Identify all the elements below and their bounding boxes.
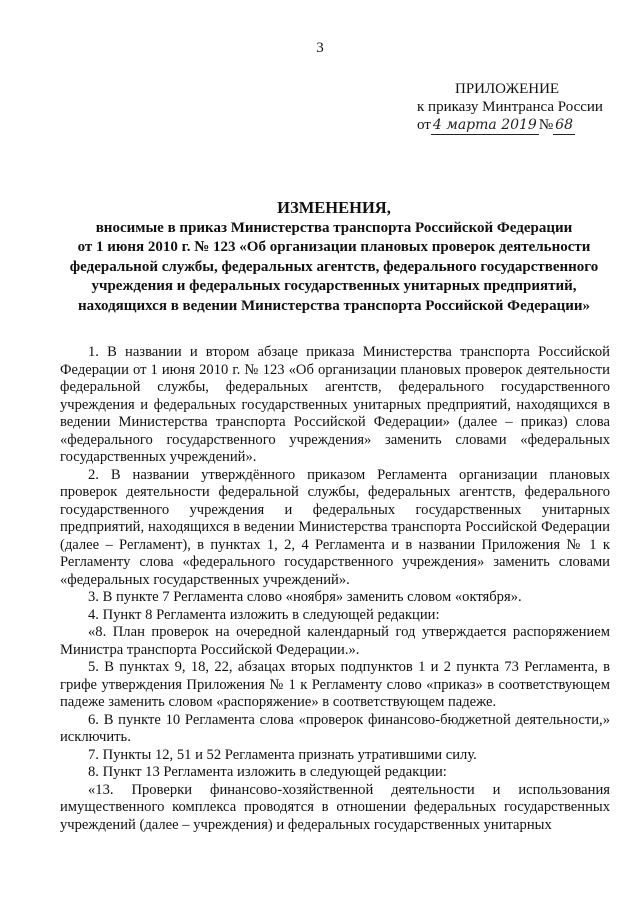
- annex-block: [404, 80, 614, 135]
- page-number: 3: [316, 40, 324, 56]
- order-no-handwritten: 68: [555, 117, 573, 133]
- paragraph: 6. В пункте 10 Регламента слова «проверок финансово-бюджетной деятельности,» исключить.: [60, 711, 610, 745]
- document-heading: [60, 198, 608, 316]
- paragraph: 5. В пунктах 9, 18, 22, абзацах вторых подпунктов 1 и 2 пункта 73 Регламента, в грифе утверждения Приложения № 1 к Регламенту слово «приказ» в соответствующем падеже заменить словом «распоряжение» в соответствующем падеже.: [60, 659, 610, 710]
- paragraph: «13. Проверки финансово-хозяйственной деятельности и использования имущественного комплекса проводятся в отношении федеральных государственных учреждений (далее – учреждения) и федеральных государственных унитарных: [60, 781, 610, 833]
- paragraph: 8. Пункт 13 Регламента изложить в следующей редакции:: [88, 764, 447, 780]
- heading-line: вносимые в приказ Министерства транспорта Российской Федерации: [95, 219, 573, 236]
- paragraph: «8. План проверок на очередной календарный год утверждается распоряжением Министра транспорта Российской Федерации.».: [60, 624, 610, 658]
- annex-title: ПРИЛОЖЕНИЕ: [455, 81, 560, 97]
- heading-line: учреждения и федеральных государственных унитарных предприятий,: [91, 278, 577, 294]
- order-no-label: №: [538, 117, 554, 133]
- document-body: [60, 344, 610, 834]
- order-prefix: от: [417, 117, 431, 133]
- heading-line: находящихся в ведении Министерства транспорта Российской Федерации»: [77, 297, 591, 314]
- paragraph: 3. В пункте 7 Регламента слово «ноября» заменить словом «октября».: [88, 589, 522, 605]
- heading-title: ИЗМЕНЕНИЯ,: [277, 198, 391, 217]
- order-line: [417, 116, 614, 135]
- annex-ref: к приказу Минтранса России: [417, 99, 603, 115]
- paragraph: 7. Пункты 12, 51 и 52 Регламента признать утратившими силу.: [88, 746, 477, 763]
- order-date-handwritten: 4 марта 2019: [432, 117, 537, 133]
- paragraph: 2. В названии утверждённого приказом Регламента организации плановых проверок деятельности федеральной службы, федеральных агентств, федерального государственного учреждения и федеральных государственных унитарных предприятий, находящихся в ведении Министерства транспорта Российской Федерации (далее – Регламент), в пунктах 1, 2, 4 Регламента и в названии Приложения № 1 к Регламенту слова «федерального государственного учреждения» заменить словами «федеральных государственных учреждений».: [60, 466, 610, 588]
- paragraph: 4. Пункт 8 Регламента изложить в следующей редакции:: [88, 606, 440, 623]
- heading-line: от 1 июня 2010 г. № 123 «Об организации плановых проверок деятельности: [77, 239, 591, 255]
- paragraph: 1. В названии и втором абзаце приказа Министерства транспорта Российской Федерации от 1 июня 2010 г. № 123 «Об организации плановых проверок деятельности федеральной службы, федеральных агентств, федерального государственного учреждения и федеральных государственных унитарных предприятий, находящихся в ведении Министерства транспорта Российской Федерации» (далее – приказ) слова «федерального государственного учреждения» заменить словами «федеральных государственных учреждений».: [60, 344, 610, 465]
- heading-line: федеральной службы, федеральных агентств, федерального государственного: [69, 258, 599, 275]
